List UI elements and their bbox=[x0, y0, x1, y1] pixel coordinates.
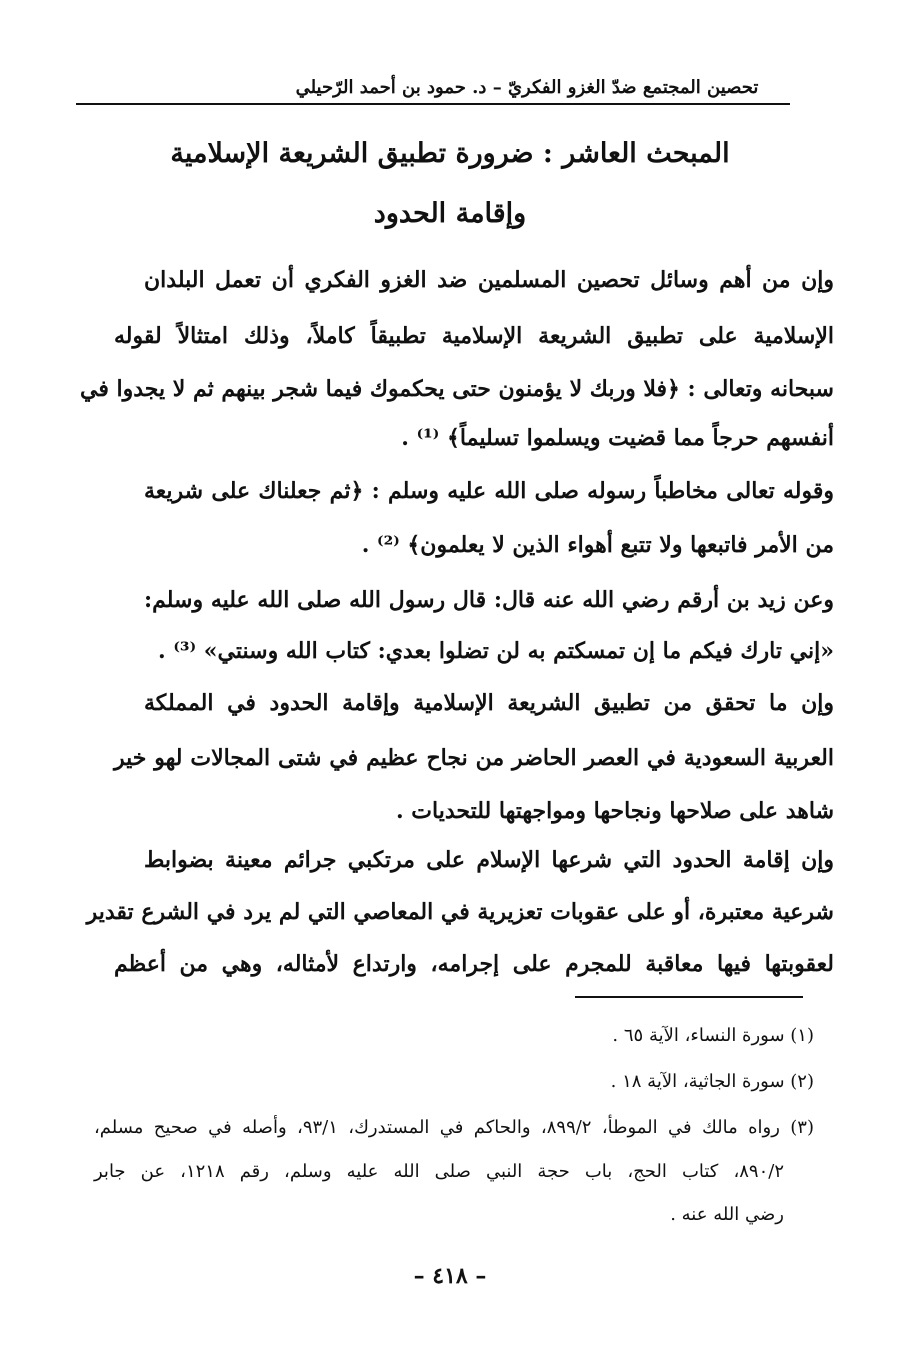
body-line: وعن زيد بن أرقم رضي الله عنه قال: قال رسول الله صلى الله عليه وسلم: bbox=[144, 587, 834, 613]
running-header: تحصين المجتمع ضدّ الغزو الفكريّ – د. حمود بن أحمد الرّحيلي bbox=[295, 77, 759, 98]
body-line: وإن إقامة الحدود التي شرعها الإسلام على مرتكبي جرائم معينة بضوابط bbox=[144, 847, 834, 873]
body-line: سبحانه وتعالى : ﴿فلا وربك لا يؤمنون حتى يحكموك فيما شجر بينهم ثم لا يجدوا في bbox=[79, 376, 834, 402]
body-line: وإن من أهم وسائل تحصين المسلمين ضد الغزو الفكري أن تعمل البلدان bbox=[144, 267, 834, 293]
page-number: – ٤١٨ – bbox=[413, 1263, 487, 1289]
body-line: لعقوبتها فيها معاقبة للمجرم على إجرامه، وارتداع لأمثاله، وهي من أعظم bbox=[114, 951, 834, 977]
footnote: (٢) سورة الجاثية، الآية ١٨ . bbox=[610, 1071, 814, 1092]
body-line: من الأمر فاتبعها ولا تتبع أهواء الذين لا يعلمون﴾ ⁽²⁾ . bbox=[361, 532, 834, 558]
header-divider bbox=[76, 103, 790, 105]
footnote: (٣) رواه مالك في الموطأ، ٨٩٩/٢، والحاكم في المستدرك، ٩٣/١، وأصله في صحيح مسلم، bbox=[94, 1117, 814, 1138]
body-line: وقوله تعالى مخاطباً رسوله صلى الله عليه وسلم : ﴿ثم جعلناك على شريعة bbox=[144, 478, 834, 504]
footnote: (١) سورة النساء، الآية ٦٥ . bbox=[612, 1025, 814, 1046]
section-title-line-1: المبحث العاشر : ضرورة تطبيق الشريعة الإسلامية bbox=[170, 138, 730, 169]
body-line: «إني تارك فيكم ما إن تمسكتم به لن تضلوا بعدي: كتاب الله وسنتي» ⁽³⁾ . bbox=[158, 638, 834, 664]
body-line: وإن ما تحقق من تطبيق الشريعة الإسلامية وإقامة الحدود في المملكة bbox=[144, 690, 834, 716]
body-line: شاهد على صلاحها ونجاحها ومواجهتها للتحديات . bbox=[395, 798, 834, 824]
footnote-continuation: ٨٩٠/٢، كتاب الحج، باب حجة النبي صلى الله عليه وسلم، رقم ١٢١٨، عن جابر bbox=[94, 1161, 785, 1182]
section-title-line-2: وإقامة الحدود bbox=[373, 198, 527, 229]
footnote-divider bbox=[575, 996, 803, 998]
body-line: أنفسهم حرجاً مما قضيت ويسلموا تسليماً﴾ ⁽¹⁾ . bbox=[401, 425, 834, 451]
body-line: الإسلامية على تطبيق الشريعة الإسلامية تطبيقاً كاملاً، وذلك امتثالاً لقوله bbox=[114, 323, 834, 349]
body-line: العربية السعودية في العصر الحاضر من نجاح عظيم في شتى المجالات لهو خير bbox=[114, 745, 834, 771]
body-line: شرعية معتبرة، أو على عقوبات تعزيرية في المعاصي التي لم يرد في الشرع تقدير bbox=[86, 899, 834, 925]
footnote-continuation: رضي الله عنه . bbox=[670, 1204, 784, 1225]
